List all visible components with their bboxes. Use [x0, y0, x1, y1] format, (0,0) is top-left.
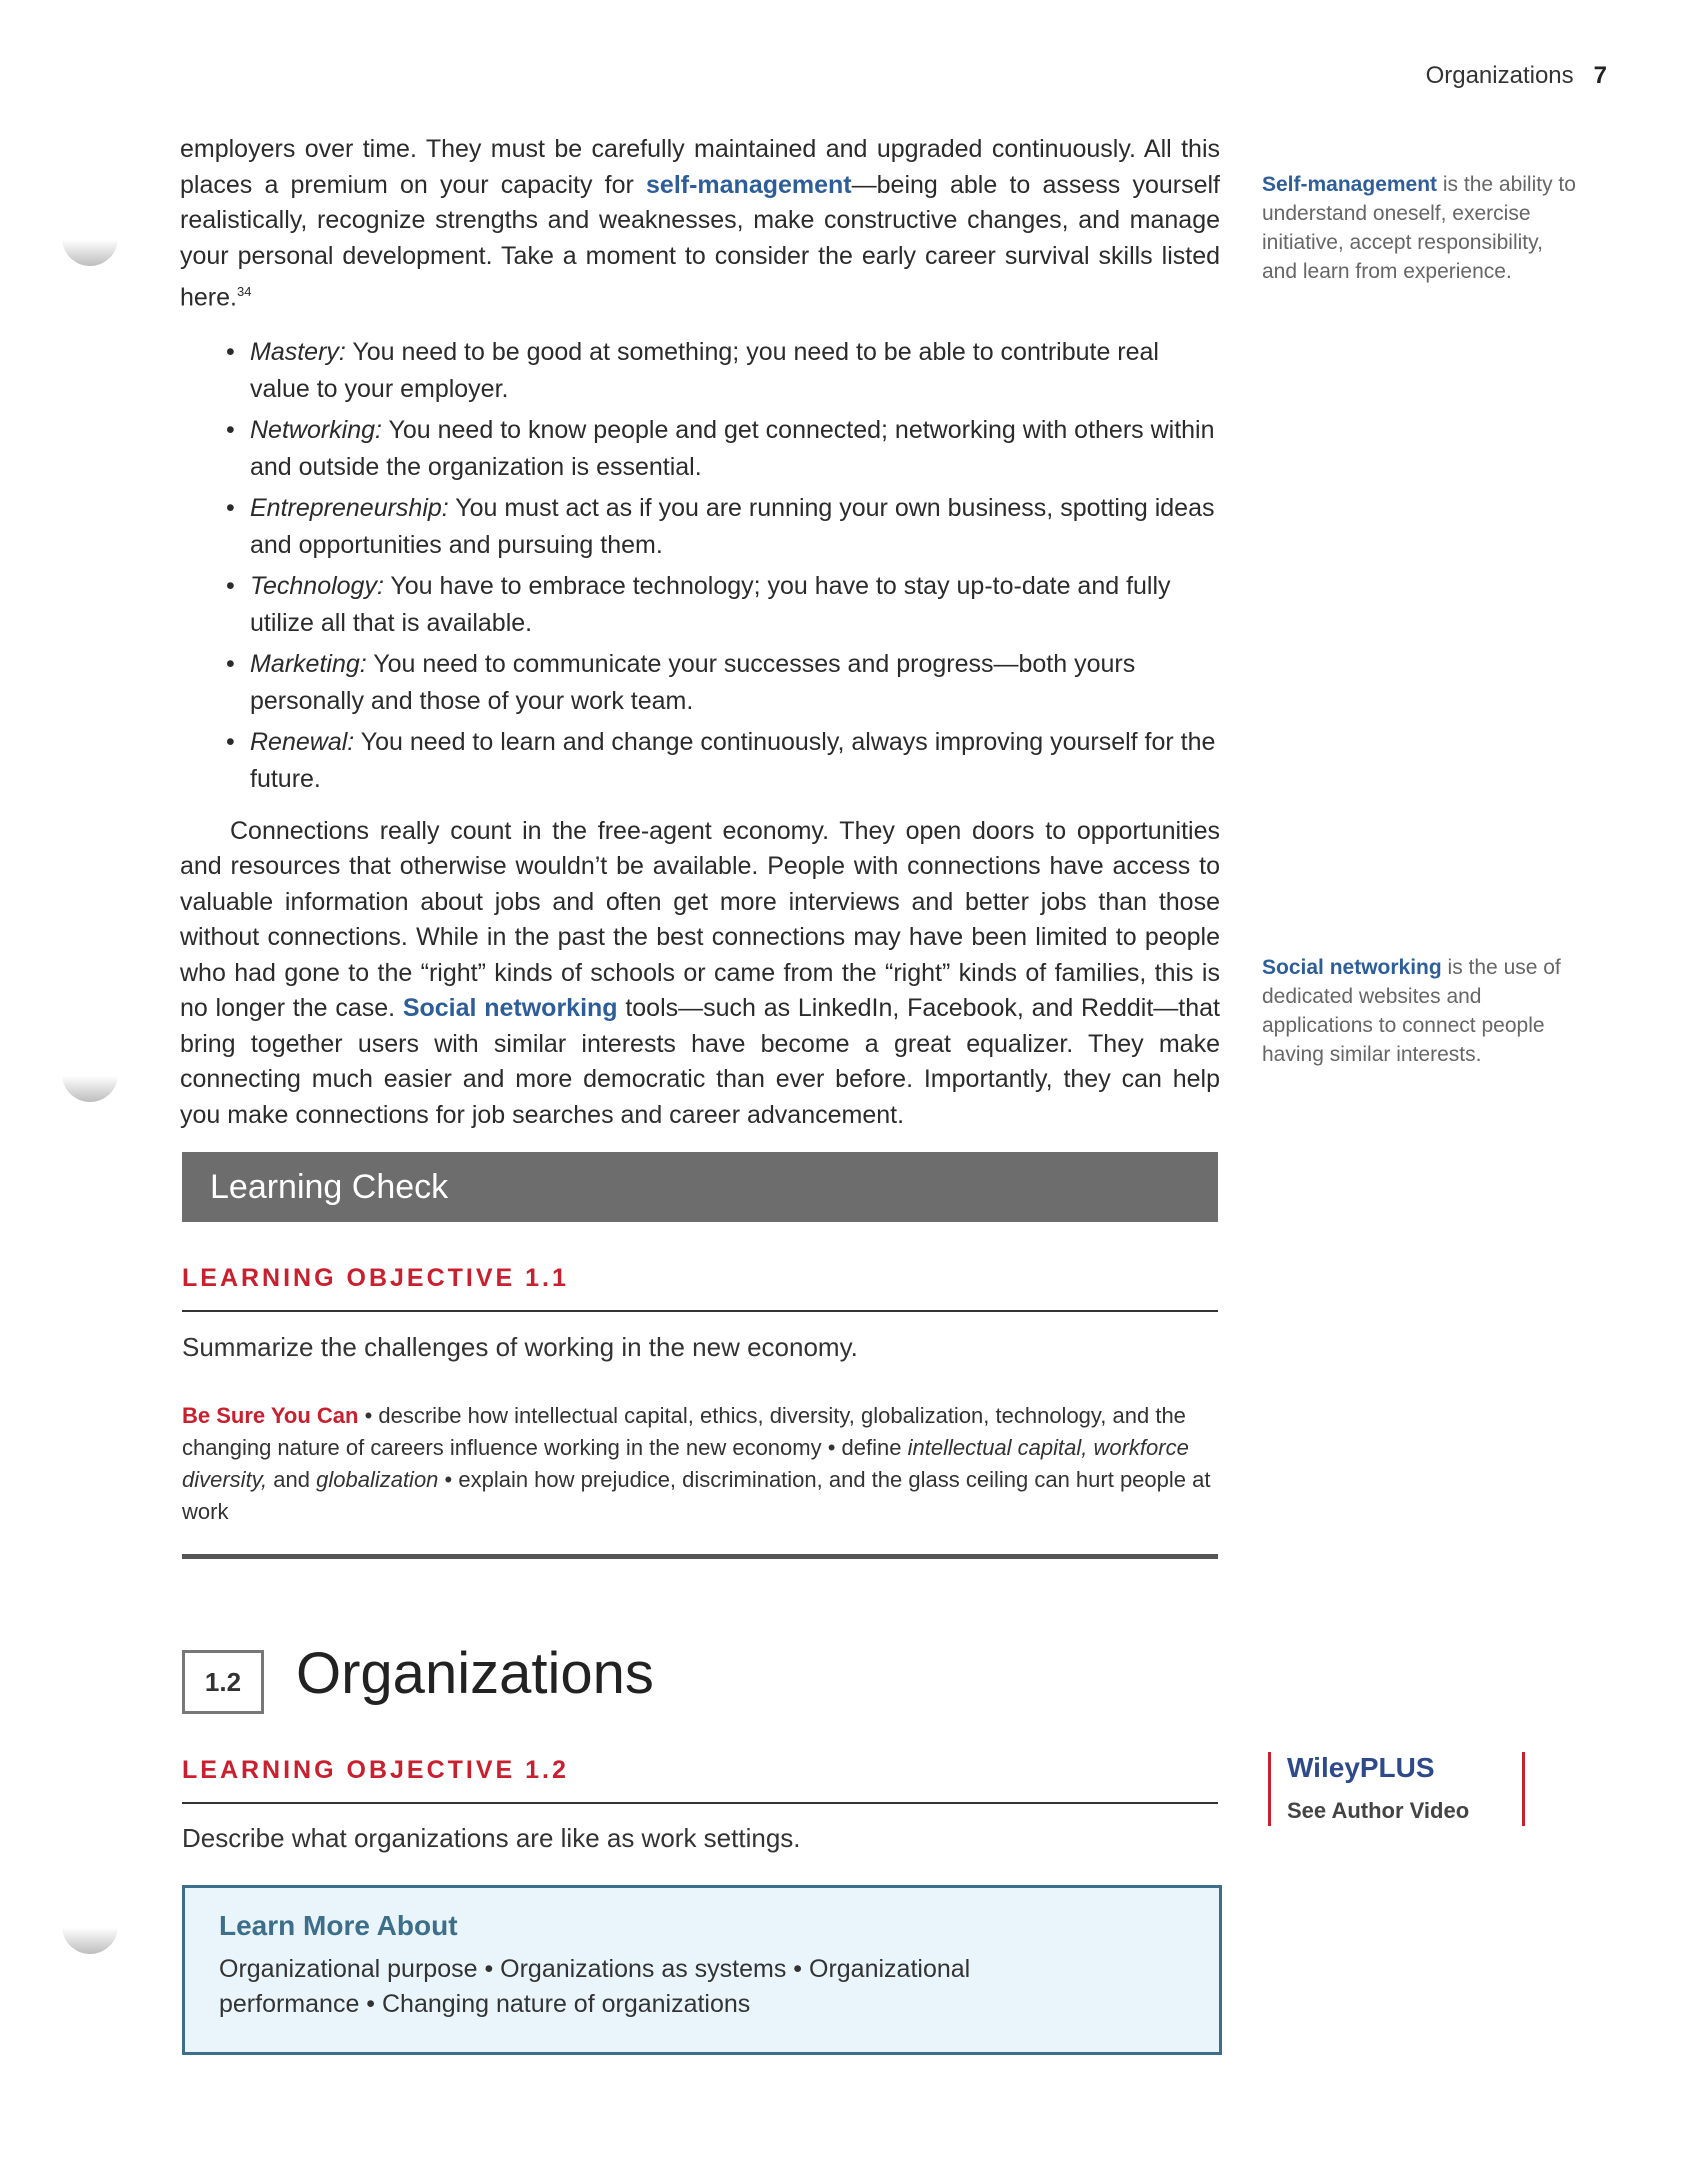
skill-text: You need to learn and change continuously, always improving yourself for the future. — [250, 727, 1216, 793]
page-number: 7 — [1593, 62, 1607, 89]
learn-more-topics: Organizational purpose • Organizations as systems • Organizational performance • Changing nature of organizations — [219, 1955, 971, 2018]
skill-label: Marketing: — [250, 649, 367, 678]
learning-objective-text: Describe what organizations are like as work settings. — [182, 1823, 801, 1853]
margin-definition-self-management — [1262, 170, 1582, 286]
self-management-term[interactable]: self-management — [646, 170, 852, 199]
be-sure-text-2: and — [267, 1467, 317, 1492]
definition-term: Self-management — [1262, 173, 1438, 196]
binder-hole — [62, 222, 118, 266]
definition-text: is the use of dedicated websites and applications to connect people having similar interests. — [1262, 956, 1561, 1066]
social-networking-term[interactable]: Social networking — [402, 994, 618, 1023]
intro-text-2: —being able to assess yourself realistically, recognize strengths and weaknesses, make constructive changes, and manage your personal development. Take a moment to consider the early career survival skills listed here. — [180, 170, 1220, 312]
running-title: Organizations — [1425, 62, 1574, 89]
skill-label: Renewal: — [250, 727, 355, 756]
connections-text-2: tools—such as LinkedIn, Facebook, and Reddit—that bring together users with similar interests have become a great equalizer. They make connecting much easier and more democratic than ever before. Importantly, they can help you make connections for job searches and career advancement. — [180, 994, 1220, 1129]
main-text — [180, 132, 1220, 1133]
list-item — [230, 334, 1220, 408]
divider — [182, 1310, 1218, 1312]
skill-label: Entrepreneurship: — [250, 493, 449, 522]
section-number: 1.2 — [182, 1650, 264, 1714]
intro-text-1: employers over time. They must be carefully maintained and upgraded continuously. All this places a premium on your capacity for — [180, 135, 1220, 199]
be-sure-you-can — [182, 1400, 1218, 1528]
endnote-ref[interactable]: 34 — [236, 284, 252, 299]
divider — [182, 1802, 1218, 1804]
connections-text-1: Connections really count in the free-agent economy. They open doors to opportunities and resources that otherwise wouldn’t be available. People with connections have access to valuable information about jobs and often get more interviews and better jobs than those without connections. While in the past the best connections may have been limited to people who had gone to the “right” kinds of schools or came from the “right” kinds of families, this is no longer the case. — [180, 816, 1220, 1023]
skill-text: You need to know people and get connected; networking with others within and outside the organization is essential. — [250, 415, 1215, 481]
be-sure-label: Be Sure You Can — [182, 1403, 359, 1428]
be-sure-text-3: • explain how prejudice, discrimination, and the glass ceiling can hurt people at work — [182, 1467, 1211, 1524]
definition-text: is the ability to understand oneself, exercise initiative, accept responsibility, and learn from experience. — [1262, 173, 1576, 283]
learn-more-title: Learn More About — [219, 1910, 458, 1941]
learning-objective-label: LEARNING OBJECTIVE 1.2 — [182, 1756, 569, 1784]
section-title: Organizations — [296, 1641, 654, 1706]
margin-definition-social-networking — [1262, 953, 1582, 1069]
connections-paragraph — [180, 814, 1220, 1134]
learning-objective-text: Summarize the challenges of working in the new economy. — [182, 1332, 858, 1362]
running-header — [1426, 62, 1607, 90]
skill-label: Networking: — [250, 415, 382, 444]
skill-label: Technology: — [250, 571, 384, 600]
survival-skills-list — [180, 334, 1220, 798]
wileyplus-callout[interactable] — [1268, 1752, 1525, 1826]
learn-more-about-box — [182, 1885, 1222, 2055]
see-author-video-link[interactable]: See Author Video — [1287, 1798, 1470, 1823]
learning-objective-label: LEARNING OBJECTIVE 1.1 — [182, 1264, 569, 1292]
binder-hole — [62, 1910, 118, 1954]
be-sure-terms: intellectual capital, workforce diversity, — [182, 1435, 1189, 1492]
skill-text: You need to communicate your successes and progress—both yours personally and those of your work team. — [250, 649, 1136, 715]
skill-label: Mastery: — [250, 337, 346, 366]
list-item — [230, 724, 1220, 798]
list-item — [230, 568, 1220, 642]
wileyplus-logo: WileyPLUS — [1287, 1752, 1435, 1783]
skill-text: You have to embrace technology; you have to stay up-to-date and fully utilize all that is available. — [250, 571, 1171, 637]
learning-check-banner: Learning Check — [182, 1152, 1218, 1222]
list-item — [230, 490, 1220, 564]
be-sure-text-1: • describe how intellectual capital, ethics, diversity, globalization, technology, and the changing nature of careers influence working in the new economy • define — [182, 1403, 1186, 1460]
divider — [182, 1554, 1218, 1559]
skill-text: You need to be good at something; you need to be able to contribute real value to your employer. — [250, 337, 1159, 403]
list-item — [230, 412, 1220, 486]
list-item — [230, 646, 1220, 720]
definition-term: Social networking — [1262, 956, 1442, 979]
be-sure-term: globalization — [316, 1467, 439, 1492]
binder-hole — [62, 1058, 118, 1102]
skill-text: You must act as if you are running your own business, spotting ideas and opportunities and pursuing them. — [250, 493, 1215, 559]
intro-paragraph — [180, 132, 1220, 316]
